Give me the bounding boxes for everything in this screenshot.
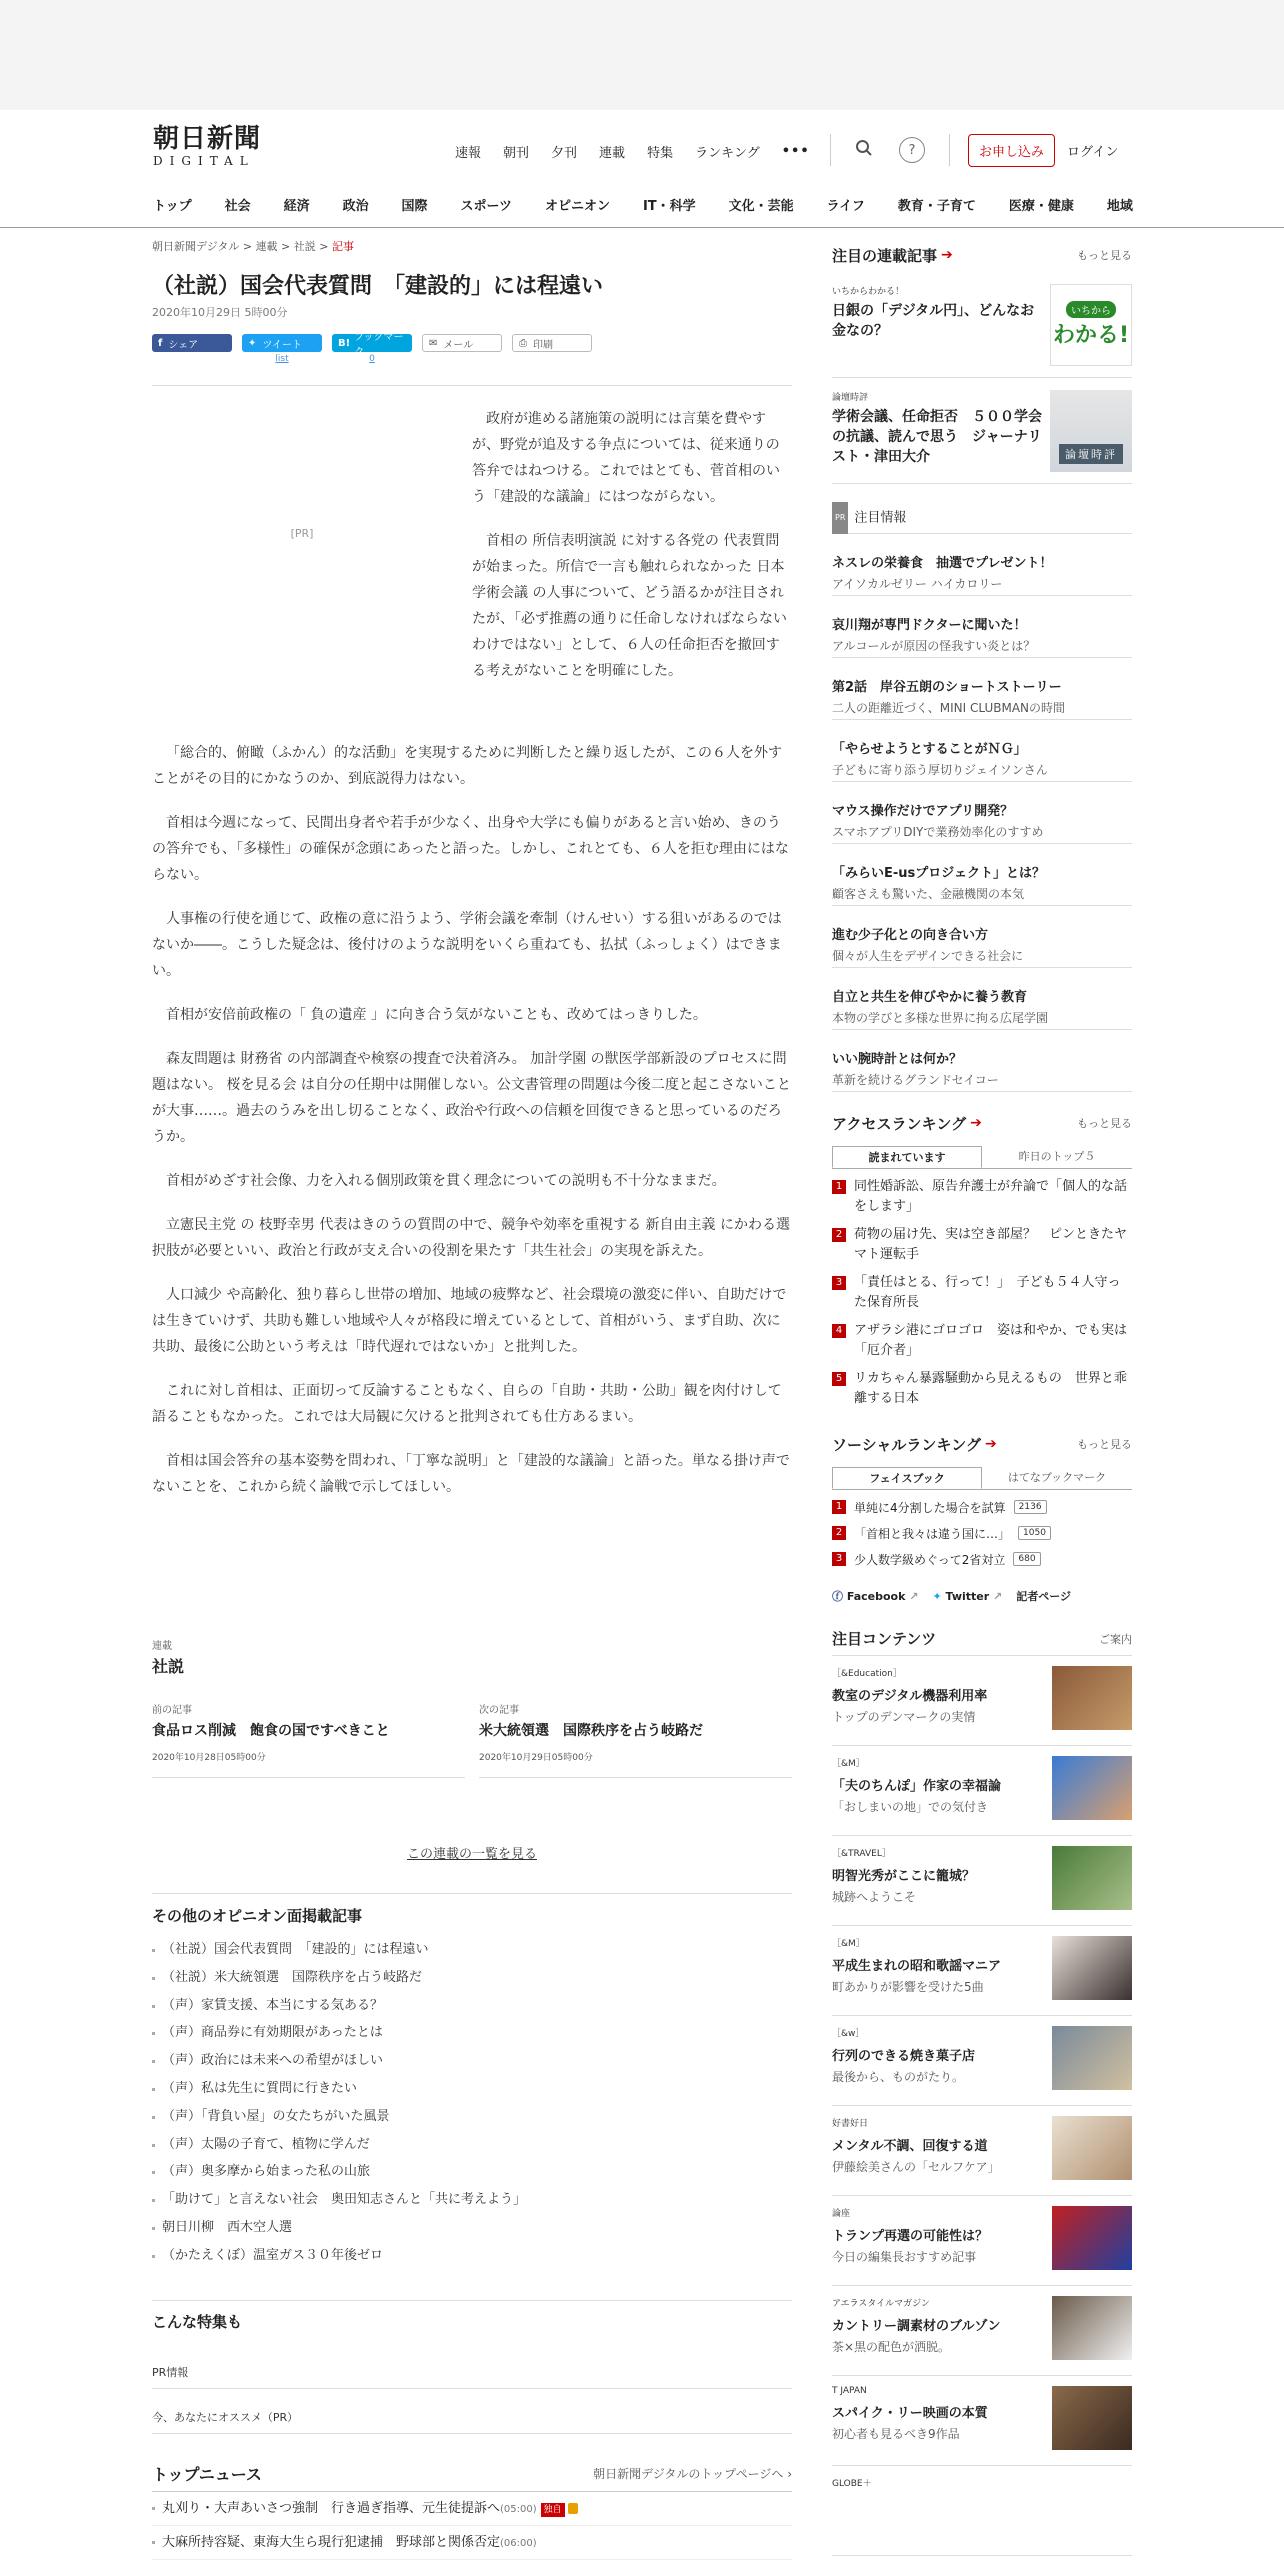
access-ranking-list <box>832 1177 1132 1409</box>
paragraph: 人事権の行使を通じて、政権の意に沿うよう、学術会議を牽制（けんせい）する狙いがあるのではないか――。こうした疑念は、後付けのような説明をいくら重ねても、払拭（ふっしょく）はできまい。 <box>152 911 782 979</box>
content-subtitle: 城跡へようこそ <box>832 1890 917 1904</box>
reporter-page-link[interactable]: 記者ページ <box>1016 1590 1072 1603</box>
article-body <box>152 740 792 1518</box>
renzai-header <box>832 238 1132 272</box>
content-subtitle: 初心者も見るべき9作品 <box>832 2427 960 2441</box>
topnav-ranking[interactable]: ランキング <box>695 145 760 161</box>
promo-sub: スマホアプリDIYで業務効率化のすすめ <box>832 825 1044 839</box>
exclusive-badge: 独自 <box>541 2503 565 2517</box>
social-ranking-header <box>832 1427 1132 1461</box>
chumoku-header <box>832 502 1132 534</box>
pr-info-row: PR情報 <box>152 2344 792 2389</box>
social-ranking-list <box>832 1494 1132 1572</box>
news-title: 大麻所持容疑、東海大生ら現行犯逮捕 野球部と関係否定 <box>162 2535 501 2550</box>
divider <box>949 134 950 166</box>
promo-title: いい腕時計とは何か？ <box>832 1052 963 1067</box>
paragraph: 森友問題は 財務省 の内部調査や検察の捜査で決着済み。 加計学園 の獣医学部新設のプロセスに問題はない。 桜を見る会 は自分の任期中は開催しない。公文書管理の問題は今後二度と起こさないことが大事……。過去のうみを出し切ることなく、政治や行政への信頼を回復できると思っているのだろうか。 <box>152 1051 791 1145</box>
nav-opinion[interactable]: オピニオン <box>544 199 610 214</box>
header-actions <box>830 130 1118 170</box>
promo-sub: アイソカルゼリー ハイカロリー <box>832 577 1003 591</box>
ranking-item[interactable] <box>832 1546 1132 1572</box>
list-item[interactable]: 「助けて」と言えない社会 奥田知志さんと「共に考えよう」 <box>152 2186 792 2214</box>
content-item[interactable] <box>832 2376 1132 2466</box>
promo-sub: 個々が人生をデザインできる社会に <box>832 949 1024 963</box>
news-item[interactable] <box>152 2526 792 2560</box>
promo-title: 哀川翔が専門ドクターに聞いた！ <box>832 618 1027 633</box>
content-thumbnail[interactable] <box>1052 1666 1132 1730</box>
topnav-sokuho[interactable]: 速報 <box>455 145 482 161</box>
content-thumbnail[interactable] <box>1052 1756 1132 1820</box>
content-label: アエラスタイルマガジン <box>832 2299 930 2309</box>
facebook-share-button[interactable] <box>152 334 232 352</box>
content-item[interactable] <box>832 2196 1132 2286</box>
content-item[interactable] <box>832 1836 1132 1926</box>
content-title[interactable]: トランプ再選の可能性は？ <box>832 2229 989 2244</box>
twitter-count[interactable]: list <box>275 354 289 364</box>
content-item[interactable] <box>832 2286 1132 2376</box>
top-page-link[interactable] <box>593 2465 792 2482</box>
promo-sub: 二人の距離近づく、MINI CLUBMANの時間 <box>832 701 1066 715</box>
content-thumbnail[interactable] <box>1052 1846 1132 1910</box>
next-title[interactable]: 米大統領選 国際秩序を占う岐路だ <box>479 1723 703 1739</box>
content-subtitle: 最後から、ものがたり。 <box>832 2070 965 2084</box>
twitter-link-label: Twitter <box>945 1589 990 1603</box>
social-tabs <box>832 1467 1132 1490</box>
mail-label: メール <box>443 339 474 351</box>
promo-item[interactable] <box>832 844 1132 906</box>
renzai-label: 論壇時評 <box>832 393 869 403</box>
promo-item[interactable] <box>832 906 1132 968</box>
content-thumbnail[interactable] <box>1052 2116 1132 2180</box>
article <box>152 238 792 1495</box>
list-item[interactable]: （声）奥多摩から始まった私の山旅 <box>152 2158 792 2186</box>
rank-title: 単純に4分割した場合を試算 <box>854 1500 1006 1515</box>
hatena-label: ブックマーク <box>354 332 404 358</box>
arrow-right-icon: ➔ <box>984 1436 997 1452</box>
nav-education[interactable]: 教育・子育て <box>897 199 976 214</box>
list-item[interactable]: （声）太陽の子育て、植物に学んだ <box>152 2131 792 2159</box>
promo-item[interactable] <box>832 720 1132 782</box>
top-news-header <box>152 2462 792 2492</box>
paragraph: 政府が進める諸施策の説明には言葉を費やすが、野党が追及する争点については、従来通りの答弁ではねつける。これではとても、菅首相のいう「建設的な議論」にはつながらない。 <box>472 411 780 505</box>
divider <box>152 2300 792 2301</box>
series-label: 連載 <box>152 1641 172 1652</box>
renzai-label: いちからわかる！ <box>832 287 905 297</box>
nav-it-science[interactable]: IT・科学 <box>642 199 696 214</box>
promo-title: ネスレの栄養食 抽選でプレゼント！ <box>832 556 1053 571</box>
rank-number: 1 <box>832 1500 846 1514</box>
next-label: 次の記事 <box>479 1705 519 1716</box>
content-subtitle: 伊藤絵美さんの「セルフケア」 <box>832 2160 1000 2174</box>
content-item[interactable] <box>832 2466 1132 2556</box>
twitter-share-button[interactable] <box>242 334 322 364</box>
nav-life[interactable]: ライフ <box>826 199 865 214</box>
breadcrumb: 朝日新聞デジタル > 連載 > 社説 > 記事 <box>152 240 354 253</box>
list-item[interactable]: （声）私は先生に質問に行きたい <box>152 2075 792 2103</box>
paragraph: 首相がめざす社会像、力を入れる個別政策を貫く理念についての説明も不十分なままだ。 <box>166 1173 726 1189</box>
content-label: 論座 <box>832 2209 851 2219</box>
tab-most-read[interactable]: 読まれています <box>832 1146 982 1168</box>
rank-number: 3 <box>832 1552 846 1566</box>
rank-number: 2 <box>832 1526 846 1540</box>
content-subtitle: 今日の編集長おすすめ記事 <box>832 2250 977 2264</box>
rank-title: 少人数学級めぐって2省対立 <box>854 1552 1006 1567</box>
content-item[interactable] <box>832 2016 1132 2106</box>
promo-item[interactable] <box>832 658 1132 720</box>
topnav-rensai[interactable]: 連載 <box>599 145 626 161</box>
content-title[interactable]: メンタル不調、回復する道 <box>832 2139 988 2154</box>
prev-label: 前の記事 <box>152 1705 192 1716</box>
social-links <box>832 1588 1132 1604</box>
content-thumbnail[interactable] <box>1052 2386 1132 2450</box>
tab-hatena[interactable]: はてなブックマーク <box>1007 1471 1107 1484</box>
twitter-share-label: ツイート <box>262 339 302 351</box>
content-label: ［&TRAVEL］ <box>832 1849 891 1859</box>
promo-title: 第2話 岸谷五朗のショートストーリー <box>832 680 1062 695</box>
print-button[interactable] <box>512 334 592 352</box>
access-tabs <box>832 1146 1132 1169</box>
prev-article-link[interactable] <box>152 1701 465 1778</box>
image-text: いちから <box>1066 301 1116 318</box>
paragraph: 首相は国会答弁の基本姿勢を問われ、「丁寧な説明」と「建設的な議論」と語った。単なる掛け声でないことを、これから続く論戦で示してほしい。 <box>152 1453 790 1495</box>
opinion-articles <box>152 1905 792 2270</box>
ranking-item[interactable] <box>832 1225 1132 1265</box>
hatena-bookmark-button[interactable] <box>332 332 412 364</box>
rondan-jihyo-image[interactable] <box>1050 390 1132 472</box>
facebook-link-label: Facebook <box>846 1590 906 1603</box>
rank-title: 「責任はとる、行って！」 子ども５４人守った保育所長 <box>854 1275 1121 1310</box>
page-title: （社説）国会代表質問 「建設的」には程遠い <box>152 274 604 299</box>
ranking-item[interactable] <box>832 1494 1132 1520</box>
content-subtitle: 茶×黒の配色が洒脱。 <box>832 2340 951 2354</box>
content-text <box>832 2206 988 2285</box>
rank-number: 3 <box>832 1276 846 1290</box>
image-text: 論壇時評 <box>1059 444 1123 464</box>
top-nav <box>455 136 832 166</box>
ranking-item[interactable] <box>832 1321 1132 1361</box>
news-time: (06:00) <box>500 2538 537 2549</box>
chevron-right-icon: › <box>787 2467 792 2481</box>
crumb-shasetsu[interactable]: 社説 <box>293 240 316 253</box>
social-ranking-heading: ソーシャルランキング <box>832 1435 981 1454</box>
content-thumbnail[interactable] <box>1052 2026 1132 2090</box>
content-thumbnail[interactable] <box>1052 2296 1132 2360</box>
access-more-link[interactable]: もっと見る <box>1077 1117 1132 1130</box>
nav-sports[interactable]: スポーツ <box>460 199 513 214</box>
image-text: わかる! <box>1052 323 1130 348</box>
renzai-title[interactable]: 学術会議、任命拒否 ５００学会の抗議、読んで思う ジャーナリスト・津田大介 <box>832 409 1042 465</box>
mail-button[interactable] <box>422 334 502 352</box>
top-news <box>152 2462 792 2560</box>
contents-guide-link[interactable]: ご案内 <box>1099 1632 1132 1646</box>
promo-item[interactable] <box>832 596 1132 658</box>
rank-title: リカちゃん暴露騒動から見えるもの 世界と乖離する日本 <box>854 1371 1127 1406</box>
content-thumbnail[interactable] <box>1052 2206 1132 2270</box>
content-title[interactable]: カントリー調素材のブルゾン <box>832 2319 1001 2334</box>
content-item[interactable] <box>832 1926 1132 2016</box>
topnav-tokushu[interactable]: 特集 <box>647 145 674 161</box>
promo-title: 「みらいE-usプロジェクト」とは？ <box>832 866 1046 881</box>
access-ranking-header <box>832 1106 1132 1140</box>
content-text <box>832 2026 975 2105</box>
content-title[interactable]: 明智光秀がここに籠城？ <box>832 1869 976 1884</box>
contents-heading: 注目コンテンツ <box>832 1630 937 1648</box>
promo-sub: 本物の学びと多様な世界に拘る広尾学園 <box>832 1011 1049 1025</box>
article-date: 2020年10月29日 5時00分 <box>152 306 288 319</box>
content-subtitle: 「おしまいの地」での気付き <box>832 1800 989 1814</box>
nav-society[interactable]: 社会 <box>224 199 251 214</box>
content-text <box>832 1936 1001 2015</box>
content-label: 好書好日 <box>832 2119 869 2129</box>
paragraph: これに対し首相は、正面切って反論することもなく、自らの「自助・共助・公助」観を肉付けして語ることもなかった。これでは大局観に欠けると批判されても仕方あるまい。 <box>152 1383 782 1425</box>
rank-title: アザラシ港にゴロゴロ 姿は和やか、でも実は「厄介者」 <box>854 1323 1128 1358</box>
top-ad-band <box>0 0 1284 110</box>
promo-item[interactable] <box>832 968 1132 1030</box>
logo-text: 朝日新聞 <box>153 124 262 154</box>
facebook-icon: ⓕ <box>832 1590 843 1603</box>
promo-item[interactable] <box>832 1030 1132 1092</box>
promo-sub: アルコールが原因の怪我すい炎とは？ <box>832 639 1036 653</box>
external-link-icon: ↗ <box>993 1589 1003 1603</box>
pr-badge: PR <box>832 502 848 534</box>
divider <box>830 134 831 166</box>
rank-number: 1 <box>832 1180 846 1194</box>
sidebar <box>832 238 1132 2556</box>
access-ranking-heading: アクセスランキング <box>832 1114 967 1133</box>
content-text <box>832 2476 872 2555</box>
content-text <box>832 2116 1000 2195</box>
logo-subtext: DIGITAL <box>153 154 255 168</box>
arrow-right-icon: ➔ <box>970 1115 982 1131</box>
promo-title: マウス操作だけでアプリ開発？ <box>832 804 1014 819</box>
contents-list <box>832 1656 1132 2556</box>
nav-health[interactable]: 医療・健康 <box>1008 199 1074 214</box>
content-label: ［&M］ <box>832 1759 865 1769</box>
paragraph: 首相が安倍前政権の「 負の遺産 」に向き合う気がないことも、改めてはっきりした。 <box>166 1007 707 1023</box>
mail-icon: ✉ <box>429 337 438 349</box>
external-link-icon: ↗ <box>909 1590 919 1603</box>
promo-sub: 子どもに寄り添う厚切りジェイソンさん <box>832 763 1048 777</box>
renzai-item[interactable] <box>832 272 1132 378</box>
tokushu-section <box>152 2311 792 2434</box>
content-title[interactable]: スパイク・リー映画の本質 <box>832 2406 988 2421</box>
paragraph: 「総合的、俯瞰（ふかん）的な活動」を実現するために判断したと繰り返したが、この６人を外すことがその目的にかなうのか、到底説得力はない。 <box>152 745 782 787</box>
rank-number: 2 <box>832 1228 846 1242</box>
series-list-link[interactable]: この連載の一覧を見る <box>406 1847 537 1862</box>
top-news-heading: トップニュース <box>152 2465 262 2484</box>
prev-next-nav <box>152 1701 792 1778</box>
chumoku-section <box>832 502 1132 1092</box>
divider <box>152 385 792 386</box>
list-item[interactable]: （社説）米大統領選 国際秩序を占う岐路だ <box>152 1964 792 1992</box>
crumb-current: 記事 <box>332 240 354 253</box>
content-text <box>832 1666 987 1745</box>
top-page-link-label: 朝日新聞デジタルのトップページへ <box>593 2467 784 2481</box>
content-title[interactable]: 「夫のちんぽ」作家の幸福論 <box>832 1779 1002 1794</box>
content-title[interactable]: 平成生まれの昭和歌謡マニア <box>832 1959 1002 1974</box>
content-subtitle: トップのデンマークの実情 <box>832 1710 976 1724</box>
content-label: ［&M］ <box>832 1939 865 1949</box>
content-label: ［&Education］ <box>832 1669 902 1679</box>
paragraph: 人口減少 や高齢化、独り暮らし世帯の増加、地域の疲弊など、社会環境の激変に伴い、自助だけでは生きていけず、共助も難しい地域や人々が格段に増えているとして、首相がいう、まず自助、次に共助、最後に公助という考えは「時代遅れではないか」と批判した。 <box>152 1287 787 1355</box>
renzai-item[interactable] <box>832 378 1132 484</box>
share-bar <box>152 332 792 364</box>
content-item[interactable] <box>832 1656 1132 1746</box>
content-label: GLOBE＋ <box>832 2479 872 2489</box>
news-item[interactable] <box>152 2492 792 2526</box>
content-label: ［&w］ <box>832 2029 865 2039</box>
renzai-title[interactable]: 日銀の「デジタル円」、どんなお金なの？ <box>832 303 1035 339</box>
content-title[interactable]: 教室のデジタル機器利用率 <box>832 1689 988 1704</box>
facebook-share-label: シェア <box>168 339 199 351</box>
list-item[interactable]: （声）商品券に有効期限があったとは <box>152 2019 792 2047</box>
list-item[interactable]: （声）政治には未来への希望がほしい <box>152 2047 792 2075</box>
main-nav <box>153 195 1133 214</box>
divider <box>152 1893 792 1894</box>
series-title[interactable]: 社説 <box>152 1657 185 1676</box>
promo-title: 自立と共生を伸びやかに養う教育 <box>832 990 1028 1005</box>
content-thumbnail[interactable] <box>1052 1936 1132 2000</box>
opinion-list <box>152 1936 792 2270</box>
facebook-icon: f <box>158 337 163 349</box>
twitter-icon: ✦ <box>248 337 257 349</box>
content-item[interactable] <box>832 1746 1132 1836</box>
nav-international[interactable]: 国際 <box>401 199 428 214</box>
list-item[interactable]: （声）「背負い屋」の女たちがいた風景 <box>152 2103 792 2131</box>
twitter-page-link[interactable] <box>932 1590 1002 1603</box>
facebook-page-link[interactable] <box>832 1588 918 1604</box>
subscribe-button[interactable]: お申し込み <box>968 134 1055 167</box>
print-icon: ⎙ <box>519 337 527 349</box>
nav-top[interactable]: トップ <box>153 199 192 214</box>
share-count: 1050 <box>1018 1526 1051 1540</box>
content-label: T JAPAN <box>832 2386 867 2396</box>
news-time: (05:00) <box>500 2504 537 2515</box>
list-item[interactable]: 朝日川柳 西木空人選 <box>152 2214 792 2242</box>
tab-yesterday-top5[interactable]: 昨日のトップ５ <box>1018 1150 1096 1163</box>
rank-title: 同性婚訴訟、原告弁護士が弁論で「個人的な話をします」 <box>854 1179 1128 1214</box>
pr-ad-slot[interactable]: [PR] <box>290 526 314 540</box>
ranking-item[interactable] <box>832 1369 1132 1409</box>
prev-date: 2020年10月28日05時00分 <box>152 1753 266 1763</box>
promo-title: 「やらせようとすることがＮＧ」 <box>832 742 1027 757</box>
nav-politics[interactable]: 政治 <box>342 199 369 214</box>
lock-icon <box>568 2503 578 2514</box>
ranking-item[interactable] <box>832 1177 1132 1217</box>
promo-title: 進む少子化との向き合い方 <box>832 928 989 943</box>
ranking-item[interactable] <box>832 1520 1132 1546</box>
renzai-heading: 注目の連載記事 <box>832 246 938 265</box>
site-logo[interactable] <box>153 124 288 172</box>
chumoku-heading: 注目情報 <box>854 510 907 526</box>
content-text <box>832 2386 988 2465</box>
hatena-count[interactable]: 0 <box>369 354 375 364</box>
list-item[interactable]: （声）家賃支援、本当にする気ある？ <box>152 1992 792 2020</box>
nav-economy[interactable]: 経済 <box>283 199 310 214</box>
share-count: 680 <box>1013 1552 1040 1566</box>
login-link[interactable]: ログイン <box>1067 144 1119 160</box>
next-article-link[interactable] <box>479 1701 792 1778</box>
content-text <box>832 2296 1000 2375</box>
ichikara-wakaru-image[interactable] <box>1050 284 1132 366</box>
rank-title: 荷物の届け先、実は空き部屋？ ピンときたヤマト運転手 <box>854 1227 1128 1262</box>
arrow-right-icon: ➔ <box>941 247 953 263</box>
rank-title: 「首相と我々は違う国に…」 <box>854 1526 1011 1541</box>
twitter-icon: ✦ <box>932 1589 942 1603</box>
paragraph: 首相は今週になって、民間出身者や若手が少なく、出身や大学にも偏りがあると言い始め、きのうの答弁でも、「多様性」の確保が念頭にあったと語った。しかし、これとても、６人を拒む理由にはならない。 <box>152 815 789 883</box>
contents-header <box>832 1622 1132 1656</box>
paragraph: 首相の 所信表明演説 に対する各党の 代表質問 が始まった。所信で一言も触れられなかった 日本学術会議 の人事について、どう語るかが注目されたが、「必ず推薦の通りに任命しなければならないわけではない」として、６人の任命拒否を撤回する考えがないことを明確にした。 <box>472 533 787 679</box>
nav-region[interactable]: 地域 <box>1106 199 1133 214</box>
hatena-icon: B! <box>338 337 351 349</box>
ranking-item[interactable] <box>832 1273 1132 1313</box>
next-date: 2020年10月29日05時00分 <box>479 1753 593 1763</box>
series-box <box>152 1637 792 1778</box>
share-count: 2136 <box>1014 1500 1047 1514</box>
crumb-rensai[interactable]: 連載 <box>255 240 278 253</box>
site-header <box>0 110 1284 228</box>
renzai-more-link[interactable]: もっと見る <box>1077 249 1132 262</box>
topnav-choukan[interactable]: 朝刊 <box>503 145 530 161</box>
social-more-link[interactable]: もっと見る <box>1077 1438 1132 1451</box>
nav-culture[interactable]: 文化・芸能 <box>728 199 794 214</box>
rank-number: 5 <box>832 1372 846 1386</box>
promo-sub: 革新を続けるグランドセイコー <box>832 1073 999 1087</box>
content-text <box>832 1756 1001 1835</box>
article-lead <box>472 406 790 702</box>
tokushu-heading: こんな特集も <box>152 2313 243 2331</box>
list-item[interactable]: （かたえくぼ）温室ガス３０年後ゼロ <box>152 2242 792 2270</box>
search-icon[interactable] <box>855 139 873 161</box>
content-title[interactable]: 行列のできる焼き菓子店 <box>832 2049 976 2064</box>
opinion-heading: その他のオピニオン面掲載記事 <box>152 1907 363 1925</box>
rank-number: 4 <box>832 1324 846 1338</box>
print-label: 印刷 <box>533 339 553 351</box>
tab-facebook[interactable]: フェイスブック <box>832 1467 982 1489</box>
paragraph: 立憲民主党 の 枝野幸男 代表はきのうの質問の中で、競争や効率を重視する 新自由主義 にかわる選択肢が必要といい、政治と行政が支え合いの役割を果たす「共生社会」の実現を訴えた。 <box>152 1217 790 1259</box>
more-menu-icon[interactable]: ••• <box>781 143 810 159</box>
crumb-home[interactable]: 朝日新聞デジタル <box>152 240 240 253</box>
topnav-yuukan[interactable]: 夕刊 <box>551 145 578 161</box>
list-item[interactable]: （社説）国会代表質問 「建設的」には程遠い <box>152 1936 792 1964</box>
prev-title[interactable]: 食品ロス削減 飽食の国ですべきこと <box>152 1723 390 1739</box>
promo-item[interactable] <box>832 782 1132 844</box>
help-icon[interactable]: ? <box>899 137 925 163</box>
promo-sub: 顧客さえも驚いた、金融機関の本気 <box>832 887 1025 901</box>
news-title: 丸刈り・大声あいさつ強制 行き過ぎ指導、元生徒提訴へ <box>162 2501 501 2516</box>
recommend-row: 今、あなたにオススメ（PR） <box>152 2389 792 2434</box>
content-text <box>832 1846 975 1925</box>
content-subtitle: 町あかりが影響を受けた5曲 <box>832 1980 984 1994</box>
promo-item[interactable] <box>832 534 1132 596</box>
content-item[interactable] <box>832 2106 1132 2196</box>
